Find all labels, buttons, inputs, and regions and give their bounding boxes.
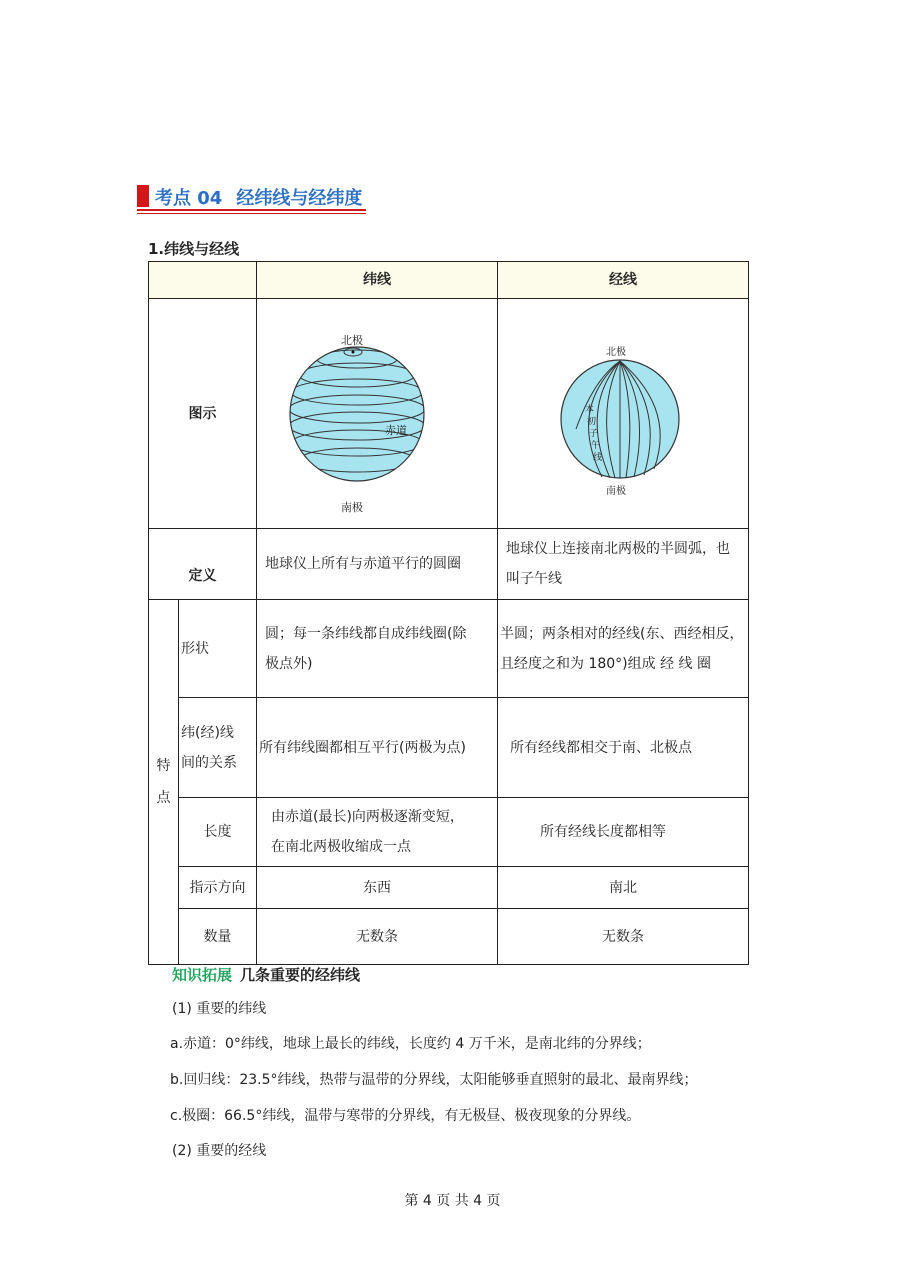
latitude-globe-diagram xyxy=(257,299,497,517)
header-underline-thin xyxy=(137,213,366,214)
header-empty-cell xyxy=(149,262,257,299)
shape-lon: 半圆；两条相对的经线(东、西经相反， 且经度之和为 180°)组成 经 线 圈 xyxy=(498,600,749,698)
knowledge-extension-title: 知识拓展 几条重要的经纬线 xyxy=(172,966,361,984)
label-diagram: 图示 xyxy=(149,299,257,529)
knowledge-tag: 知识拓展 xyxy=(172,966,233,984)
count-lon: 无数条 xyxy=(498,909,749,965)
lat-lon-table xyxy=(148,261,749,965)
lon-north-label: 北极 xyxy=(606,347,626,358)
section-header xyxy=(137,183,366,211)
shape-row xyxy=(149,600,749,698)
header-lon: 经线 xyxy=(498,262,749,299)
lat-globe-cell xyxy=(257,299,498,529)
length-row xyxy=(149,798,749,867)
header-red-bar xyxy=(137,185,149,207)
label-relation: 纬(经)线 间的关系 xyxy=(179,698,257,798)
svg-text:初: 初 xyxy=(587,417,597,427)
important-longitudes-heading: (2) 重要的经线 xyxy=(172,1143,267,1159)
label-length: 长度 xyxy=(179,798,257,867)
rel-lat: 所有纬线圈都相互平行(两极为点) xyxy=(257,698,498,798)
paragraph-equator: a.赤道：0°纬线，地球上最长的纬线，长度约 4 万千米，是南北纬的分界线； xyxy=(170,1036,651,1052)
longitude-globe-diagram xyxy=(498,299,748,517)
label-direction: 指示方向 xyxy=(179,867,257,909)
label-definition: 定义 xyxy=(149,529,257,600)
label-shape: 形状 xyxy=(179,600,257,698)
important-latitudes-heading: (1) 重要的纬线 xyxy=(172,1001,267,1017)
svg-text:线: 线 xyxy=(593,453,603,463)
relation-row xyxy=(149,698,749,798)
dir-lon: 南北 xyxy=(498,867,749,909)
shape-lat: 圆；每一条纬线都自成纬线圈(除 极点外) xyxy=(257,600,498,698)
section-subtitle: 1.纬线与经线 xyxy=(148,240,240,258)
header-lat: 纬线 xyxy=(257,262,498,299)
table-header-row xyxy=(149,262,749,299)
lon-globe-cell xyxy=(498,299,749,529)
paragraph-tropics: b.回归线：23.5°纬线，热带与温带的分界线，太阳能够垂直照射的最北、最南界线； xyxy=(170,1072,698,1088)
svg-text:本: 本 xyxy=(585,405,595,415)
lat-south-label: 南极 xyxy=(341,501,363,514)
rel-lon: 所有经线都相交于南、北极点 xyxy=(498,698,749,798)
count-lat: 无数条 xyxy=(257,909,498,965)
north-pole-dot xyxy=(352,351,355,354)
def-lat: 地球仪上所有与赤道平行的圆圈 xyxy=(257,529,498,600)
definition-row xyxy=(149,529,749,600)
dir-lat: 东西 xyxy=(257,867,498,909)
lon-south-label: 南极 xyxy=(606,486,626,497)
label-features: 特 点 xyxy=(149,600,179,965)
paragraph-polar-circles: c.极圈：66.5°纬线，温带与寒带的分界线，有无极昼、极夜现象的分界线。 xyxy=(170,1108,641,1124)
len-lat: 由赤道(最长)向两极逐渐变短， 在南北两极收缩成一点 xyxy=(257,798,498,867)
label-count: 数量 xyxy=(179,909,257,965)
header-title: 考点 04 经纬线与经纬度 xyxy=(155,188,363,209)
svg-text:午: 午 xyxy=(591,441,601,451)
lat-equator-label: 赤道 xyxy=(385,424,407,437)
len-lon: 所有经线长度都相等 xyxy=(498,798,749,867)
direction-row xyxy=(149,867,749,909)
diagram-row xyxy=(149,299,749,529)
def-lon: 地球仪上连接南北两极的半圆弧，也 叫子午线 xyxy=(498,529,749,600)
header-underline xyxy=(137,209,366,211)
svg-text:子: 子 xyxy=(589,429,599,439)
page-footer: 第 4 页 共 4 页 xyxy=(404,1193,501,1209)
lat-north-label: 北极 xyxy=(341,334,363,347)
count-row xyxy=(149,909,749,965)
lat-globe-body xyxy=(290,347,424,481)
